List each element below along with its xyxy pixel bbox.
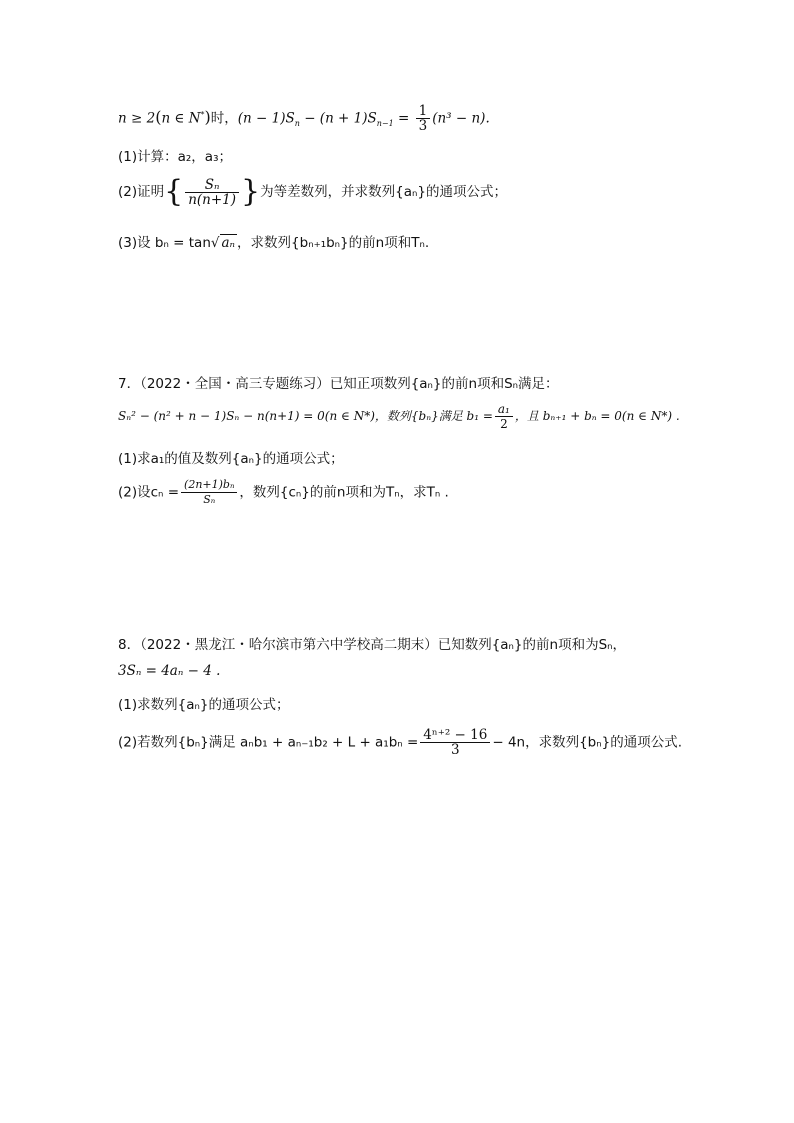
p6-q1: (1)计算：a₂，a₃；: [118, 149, 232, 165]
p7-header: 7．（2022・全国・高三专题练习）已知正项数列{aₙ}的前n项和Sₙ满足：: [118, 376, 559, 392]
p8-condition: 3Sₙ = 4aₙ − 4 .: [118, 663, 221, 679]
p6-q2-pre: (2)证明: [118, 184, 165, 200]
p6-q2-line: (2)证明{ $\frac{\text{Sₙ}}{n(n+1)}$ }为等差数列，并求数列{aₙ}的通项公式；: [118, 174, 507, 209]
p6-condition-line: n ≥ 2(n ∈ N*)时，$(n - 1)S_n - (n + 1)S_{n-1}$ = $\frac{1}{3}$ (n³ − n).: [118, 103, 490, 134]
p7-eq-post: ，且 bₙ₊₁ + bₙ = 0(n ∈ N*) .: [514, 409, 680, 423]
p8-header: 8．（2022・黑龙江・哈尔滨市第六中学校高二期末）已知数列{aₙ}的前n项和为Sₙ，: [118, 637, 627, 653]
p7-equation-line: [118, 402, 680, 431]
p6-cond-e: − (n + 1)S: [299, 110, 377, 127]
p7-q2-pre: (2)设cₙ =: [118, 484, 180, 501]
p7-q1: (1)求a₁的值及数列{aₙ}的通项公式；: [118, 451, 344, 467]
p6-q3-post: ，求数列{bₙ₊₁bₙ}的前n项和Tₙ.: [237, 235, 430, 251]
p6-q2-post: 为等差数列，并求数列{aₙ}的通项公式；: [260, 184, 507, 200]
p6-cond-a: n ≥ 2: [118, 110, 156, 127]
p8-q1: (1)求数列{aₙ}的通项公式；: [118, 697, 290, 713]
p7-eq-pre: Sₙ² − (n² + n − 1)Sₙ − n(n+1) = 0(n ∈ N*)，数列{bₙ}满足 b₁ =: [118, 409, 493, 423]
p7-q2-line: [118, 478, 449, 507]
p8-q2-fraction: $\frac{\text{4ⁿ⁺² − 16}}{3}$: [420, 728, 490, 757]
p6-cond-f: n−1: [376, 119, 394, 129]
p6-q2-fraction: $\frac{\text{Sₙ}}{n(n+1)}$: [185, 178, 239, 207]
p7-eq-fraction: $\frac{\text{a₁}}{2}$: [495, 402, 513, 431]
p7-q2-post: ，数列{cₙ}的前n项和为Tₙ，求Tₙ .: [239, 484, 449, 501]
p6-q3-pre: (3)设 bₙ = tan: [118, 235, 211, 251]
p8-q2-pre: (2)若数列{bₙ}满足 aₙb₁ + aₙ₋₁b₂ + L + a₁bₙ =: [118, 734, 419, 751]
p6-cond-d: (n − 1)S: [237, 110, 295, 127]
p8-q2-line: [118, 728, 682, 757]
p8-q2-post: − 4n，求数列{bₙ}的通项公式.: [492, 734, 683, 751]
p6-q3-sqrt: aₙ: [221, 235, 236, 251]
p6-cond-b: n ∈ N: [161, 110, 201, 127]
p6-one-third: $\frac{1}{3}$: [416, 104, 431, 133]
p7-q2-fraction: $\frac{\text{(2n+1)bₙ}}{\text{Sₙ}}$: [181, 478, 237, 507]
p6-cond-h: (n³ − n).: [432, 110, 490, 127]
p6-cond-g: =: [393, 110, 414, 127]
p6-cond-c: 时，: [210, 110, 238, 127]
p6-q3-line: (3)设 bₙ = tan√ aₙ ，求数列{bₙ₊₁bₙ}的前n项和Tₙ.: [118, 235, 430, 251]
